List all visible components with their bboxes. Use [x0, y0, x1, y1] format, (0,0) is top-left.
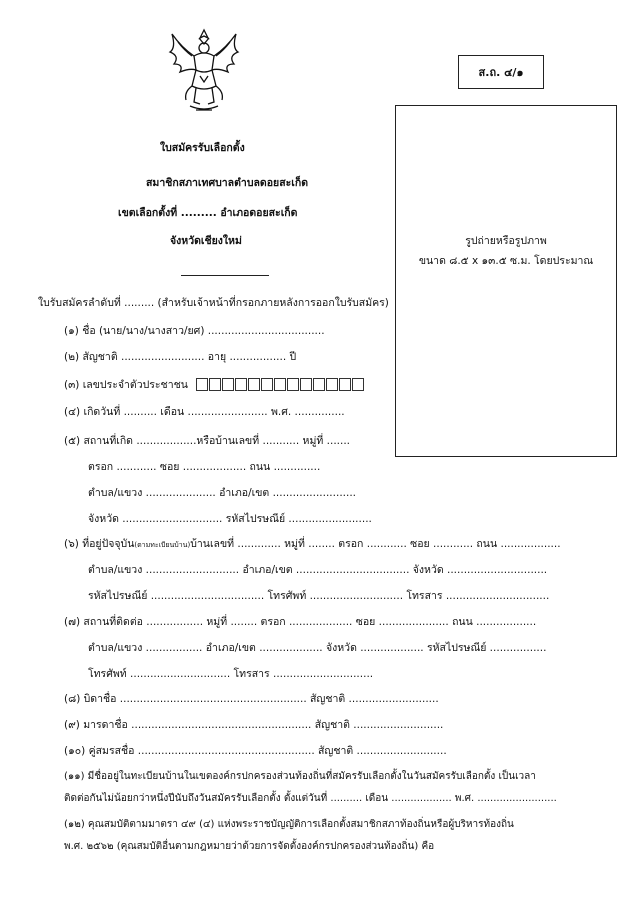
field-spouse: (๑๐) คู่สมรสชื่อ ..................................................... สัญชาติ ........................... [64, 745, 447, 757]
province-line: จังหวัดเชียงใหม่ [170, 235, 242, 247]
id-digit-box[interactable] [313, 378, 325, 391]
field-id-number-label: (๓) เลขประจำตัวประชาชน [64, 379, 188, 391]
field-birth-date: (๔) เกิดวันที่ .......... เดือน ........................ พ.ศ. ............... [64, 406, 345, 418]
field-birth-subdistrict: ตำบล/แขวง ..................... อำเภอ/เขต ......................... [88, 487, 357, 499]
current-address-note: (ตามทะเบียนบ้าน) [134, 541, 191, 549]
form-subtitle: สมาชิกสภาเทศบาลตำบลดอยสะเก็ด [146, 177, 309, 189]
form-number-box [458, 55, 544, 89]
field-current-address [64, 537, 561, 552]
id-digit-box[interactable] [261, 378, 273, 391]
current-address-rest: บ้านเลขที่ ............. หมู่ที่ ........ ตรอก ............ ซอย ............ ถนน .................. [190, 538, 561, 550]
photo-box-size: ขนาด ๘.๕ x ๑๓.๕ ซ.ม. โดยประมาณ [418, 255, 594, 267]
id-digit-box[interactable] [287, 378, 299, 391]
field-contact-subdistrict: ตำบล/แขวง ................. อำเภอ/เขต ................... จังหวัด ................... รหัสไปรษณีย์ ................. [88, 642, 547, 654]
form-number: ส.ถ. ๔/๑ [478, 66, 524, 79]
form-title: ใบสมัครรับเลือกตั้ง [160, 142, 245, 154]
id-digit-box[interactable] [274, 378, 286, 391]
field-birth-alley-road: ตรอก ............ ซอย ................... ถนน .............. [88, 461, 321, 473]
garuda-emblem-icon [166, 26, 242, 114]
field-mother: (๙) มารดาชื่อ ...................................................... สัญชาติ ........................... [64, 719, 444, 731]
field-contact-address: (๗) สถานที่ติดต่อ ................. หมู่ที่ ........ ตรอก ................... ซอย ..................... ถนน .................. [64, 616, 537, 628]
header-divider [181, 275, 269, 276]
id-digit-box[interactable] [326, 378, 338, 391]
field-residence-duration: (๑๑) มีชื่ออยู่ในทะเบียนบ้านในเขตองค์กรปกครองส่วนท้องถิ่นที่สมัครรับเลือกตั้งในวันสมัครรับเลือกตั้ง เป็นเวลา [64, 771, 536, 782]
field-birth-province: จังหวัด .............................. รหัสไปรษณีย์ ......................... [88, 513, 372, 525]
id-digit-box[interactable] [222, 378, 234, 391]
field-contact-phone: โทรศัพท์ .............................. โทรสาร .............................. [88, 668, 374, 680]
id-digit-box[interactable] [209, 378, 221, 391]
field-nationality-age: (๒) สัญชาติ ......................... อายุ ................. ปี [64, 351, 297, 363]
id-digit-box[interactable] [235, 378, 247, 391]
field-residence-since: ติดต่อกันไม่น้อยกว่าหนึ่งปีนับถึงวันสมัครรับเลือกตั้ง ตั้งแต่วันที่ .......... เดือน ................... พ.ศ. ......................... [64, 793, 557, 804]
photo-box-label: รูปถ่ายหรือรูปภาพ [465, 235, 547, 247]
field-current-subdistrict: ตำบล/แขวง ............................ อำเภอ/เขต .................................. จังหวัด .............................. [88, 564, 548, 576]
field-current-postcode-phone: รหัสไปรษณีย์ .................................. โทรศัพท์ ............................ โทรสาร ............................... [88, 590, 550, 602]
field-name: (๑) ชื่อ (นาย/นาง/นางสาว/ยศ) ................................... [64, 325, 325, 337]
district-line: เขตเลือกตั้งที่ ......... อำเภอดอยสะเก็ด [118, 207, 298, 219]
photo-box [395, 105, 617, 457]
id-digit-box[interactable] [352, 378, 364, 391]
id-digit-box[interactable] [196, 378, 208, 391]
field-qualifications: (๑๒) คุณสมบัติตามมาตรา ๔๙ (๔) แห่งพระราชบัญญัติการเลือกตั้งสมาชิกสภาท้องถิ่นหรือผู้บริหารท้องถิ่น [64, 819, 514, 830]
current-address-label: (๖) ที่อยู่ปัจจุบัน [64, 538, 135, 550]
receipt-number-line: ใบรับสมัครลำดับที่ ......... (สำหรับเจ้าหน้าที่กรอกภายหลังการออกใบรับสมัคร) [38, 297, 389, 309]
field-father: (๘) บิดาชื่อ ........................................................ สัญชาติ ........................... [64, 693, 439, 705]
id-digit-box[interactable] [248, 378, 260, 391]
id-number-boxes[interactable] [196, 378, 364, 391]
id-digit-box[interactable] [300, 378, 312, 391]
field-birth-place: (๕) สถานที่เกิด ..................หรือบ้านเลขที่ ........... หมู่ที่ ....... [64, 435, 351, 447]
id-digit-box[interactable] [339, 378, 351, 391]
field-qualifications-law: พ.ศ. ๒๕๖๒ (คุณสมบัติอื่นตามกฎหมายว่าด้วยการจัดตั้งองค์กรปกครองส่วนท้องถิ่น) คือ [64, 841, 435, 852]
